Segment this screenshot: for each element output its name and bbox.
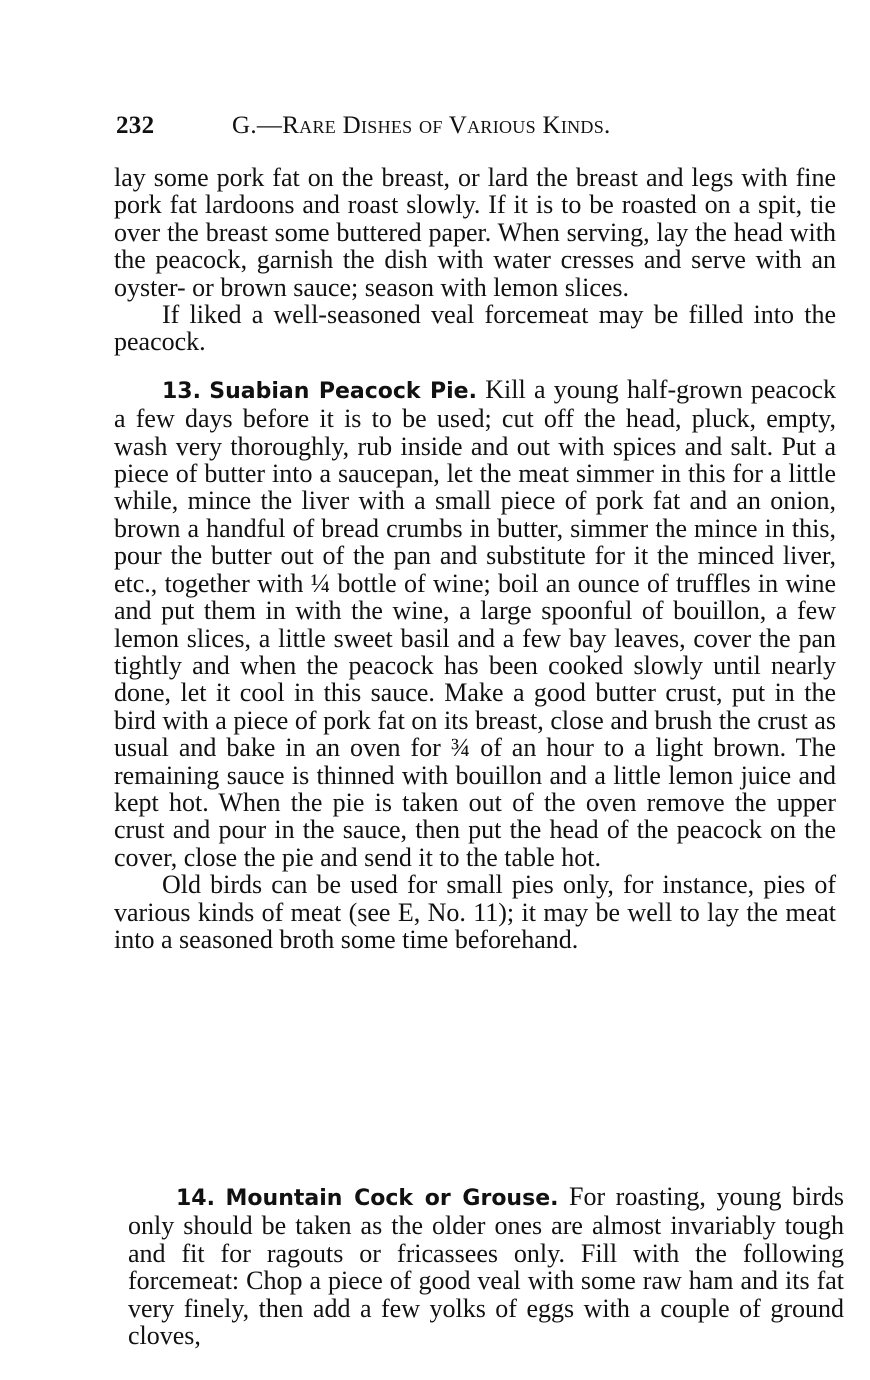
recipe-number: 14. — [176, 1186, 215, 1211]
paragraph-forcemeat-note: If liked a well-seasoned veal forcemeat may be filled into the peacock. — [114, 300, 836, 357]
paragraph-old-birds: Old birds can be used for small pies only, for instance, pies of various kinds of meat (see E, No. 11); it may be well to lay the meat into a seasoned broth some time beforehand. — [114, 870, 836, 954]
running-head — [116, 112, 836, 148]
recipe-body: For roasting, young birds only should be taken as the older ones are almost invariably tough and fit for ragouts or fricassees only. Fill with the following forcemeat: Chop a piece of good veal with some raw ham and its fat very finely, then add a few yolks of eggs with a couple of ground cloves, — [128, 1182, 845, 1351]
recipe-title: Suabian Peacock Pie. — [209, 378, 477, 404]
body-text-upper — [114, 164, 836, 953]
recipe-body: Kill a young half-grown peacock a few days before it is to be used; cut off the head, pluck, empty, wash very thoroughly, rub inside and out with spices and salt. Put a piece of butter into a saucepan, let the meat simmer in this for a little while, mince the liver with a small piece of pork fat and an onion, brown a handful of bread crumbs in butter, simmer the mince in this, pour the butter out of the pan and substitute for it the minced liver, etc., together with ¼ bottle of wine; boil an ounce of truffles in wine and put them in with the wine, a large spoonful of bouillon, a few lemon slices, a little sweet basil and a few bay leaves, cover the pan tightly and when the peacock has been cooked slowly until nearly done, let it cool in this sauce. Make a good butter crust, put in the bird with a piece of pork fat on its breast, close and brush the crust as usual and bake in an oven for ¾ of an hour to a light brown. The remaining sauce is thinned with bouillon and a little lemon juice and kept hot. When the pie is taken out of the oven remove the upper crust and pour in the sauce, then put the head of the peacock on the cover, close the pie and send it to the table hot. — [114, 374, 836, 872]
recipe-13-suabian-peacock-pie — [114, 376, 836, 871]
paragraph-peacock-roast: lay some pork fat on the breast, or lard the breast and legs with fine pork fat lardoons and roast slowly. If it is to be roasted on a spit, tie over the breast some buttered paper. When serving, lay the head with the peacock, garnish the dish with water cresses and serve with an oyster- or brown sauce; season with lemon slices. — [114, 163, 836, 302]
recipe-14-mountain-cock — [128, 1183, 844, 1349]
section-heading: G.—Rare Dishes of Various Kinds. — [232, 112, 611, 139]
page-number: 232 — [116, 112, 155, 139]
body-text-lower — [128, 1183, 844, 1349]
recipe-number: 13. — [162, 378, 201, 404]
recipe-title: Mountain Cock or Grouse. — [225, 1186, 559, 1211]
